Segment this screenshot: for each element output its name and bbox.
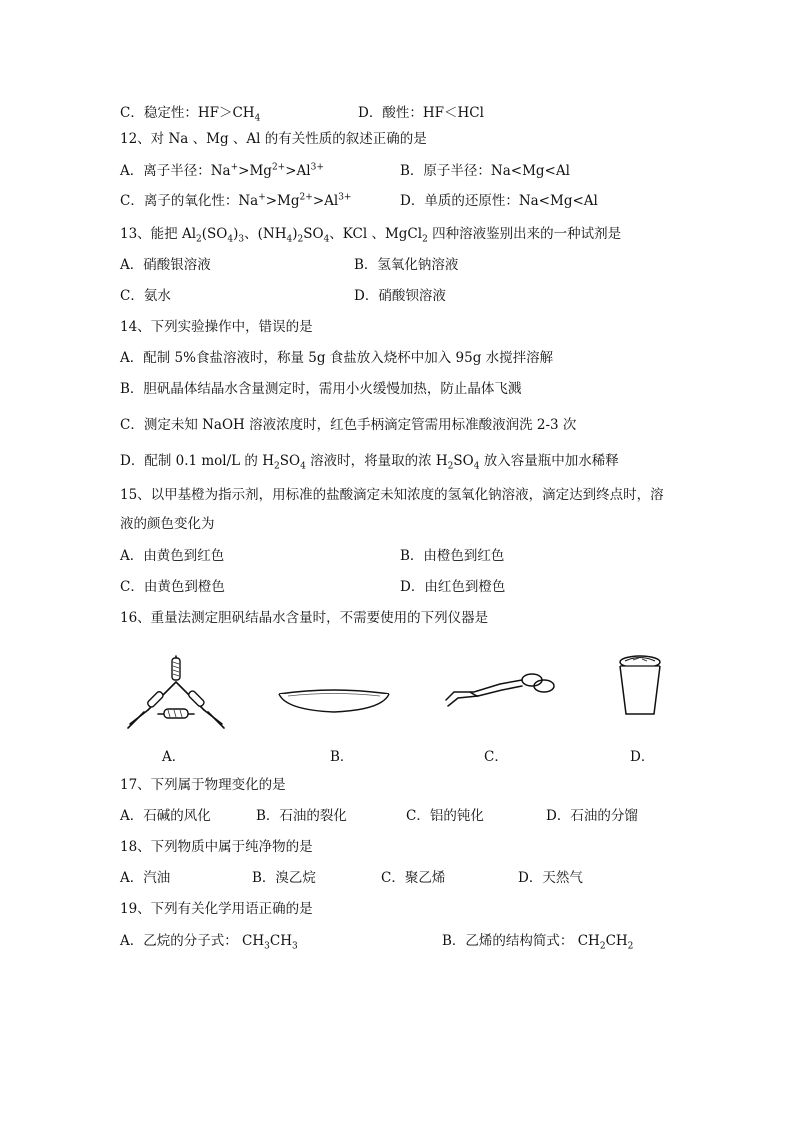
q15-option-d: D．由红色到橙色 xyxy=(400,579,506,595)
q15-stem-line1: 15、以甲基橙为指示剂，用标准的盐酸滴定未知浓度的氢氧化钠溶液，滴定达到终点时，溶 xyxy=(120,487,664,503)
q13-option-c: C．氨水 xyxy=(120,288,171,304)
figure-label-a: A． xyxy=(162,749,186,765)
q12-option-d: D．单质的还原性：Na<Mg<Al xyxy=(400,193,598,209)
q12-option-c: C．离子的氧化性：$Na^+>Mg^{2+}>Al^{3+}$ xyxy=(120,192,352,209)
crucible-tongs-icon xyxy=(440,662,556,708)
q12-option-b: B．原子半径：Na<Mg<Al xyxy=(400,163,570,179)
evaporating-dish-icon xyxy=(276,682,392,716)
q15-option-c: C．由黄色到橙色 xyxy=(120,579,225,595)
q14-option-c: C．测定未知 NaOH 溶液浓度时，红色手柄滴定管需用标准酸液润洗 2-3 次 xyxy=(120,417,577,433)
q16-stem: 16、重量法测定胆矾结晶水含量时，不需要使用的下列仪器是 xyxy=(120,610,489,626)
q12-stem: 12、对 Na 、Mg 、Al 的有关性质的叙述正确的是 xyxy=(120,131,427,147)
q14-stem: 14、下列实验操作中，错误的是 xyxy=(120,319,313,335)
q15-option-b: B．由橙色到红色 xyxy=(400,548,505,564)
q14-option-a: A．配制 5%食盐溶液时，称量 5g 食盐放入烧杯中加入 95g 水搅拌溶解 xyxy=(120,350,554,366)
q12-option-a: A．离子半径：$Na^+>Mg^{2+}>Al^{3+}$ xyxy=(120,162,324,179)
q17-option-d: D．石油的分馏 xyxy=(546,808,638,824)
clay-triangle-icon xyxy=(124,646,228,732)
q17-option-c: C．铝的钝化 xyxy=(406,808,484,824)
q19-stem: 19、下列有关化学用语正确的是 xyxy=(120,901,313,917)
q13-option-b: B．氢氧化钠溶液 xyxy=(354,257,459,273)
q19-option-b: B．乙烯的结构简式： $CH_2CH_2$ xyxy=(442,933,634,952)
q13-option-a: A．硝酸银溶液 xyxy=(120,257,211,273)
figure-label-c: C． xyxy=(484,749,508,765)
q14-option-b: B．胆矾晶体结晶水含量测定时，需用小火缓慢加热，防止晶体飞溅 xyxy=(120,381,522,397)
q15-stem-line2: 液的颜色变化为 xyxy=(120,516,215,532)
q19-option-a: A．乙烷的分子式： $CH_3CH_3$ xyxy=(120,933,298,952)
q14-option-d: D．配制 0.1 mol/L 的 $H_2SO_4$ 溶液时，将量取的浓 $H_2SO_4$ 放入容量瓶中加水稀释 xyxy=(120,453,619,472)
q13-option-d: D．硝酸钡溶液 xyxy=(354,288,446,304)
crucible-icon xyxy=(616,652,664,718)
q18-stem: 18、下列物质中属于纯净物的是 xyxy=(120,839,313,855)
q18-option-d: D．天然气 xyxy=(518,870,583,886)
q18-option-c: C．聚乙烯 xyxy=(381,870,446,886)
q13-stem: 13、能把 $Al_2(SO_4)_3$、$(NH_4)_2SO_4$、KCl 、MgCl$_2$ 四种溶液鉴别出来的一种试剂是 xyxy=(120,226,622,245)
q18-option-a: A．汽油 xyxy=(120,870,171,886)
q15-option-a: A．由黄色到红色 xyxy=(120,548,225,564)
figure-label-b: B． xyxy=(330,749,354,765)
q17-option-b: B．石油的裂化 xyxy=(256,808,347,824)
q17-stem: 17、下列属于物理变化的是 xyxy=(120,777,286,793)
q11-option-d: D．酸性：HF＜HCl xyxy=(358,105,484,121)
q11-option-c: C．稳定性：$HF>CH_4$ xyxy=(120,105,261,124)
q17-option-a: A．石碱的风化 xyxy=(120,808,211,824)
figure-label-d: D． xyxy=(630,749,655,765)
q18-option-b: B．溴乙烷 xyxy=(252,870,316,886)
